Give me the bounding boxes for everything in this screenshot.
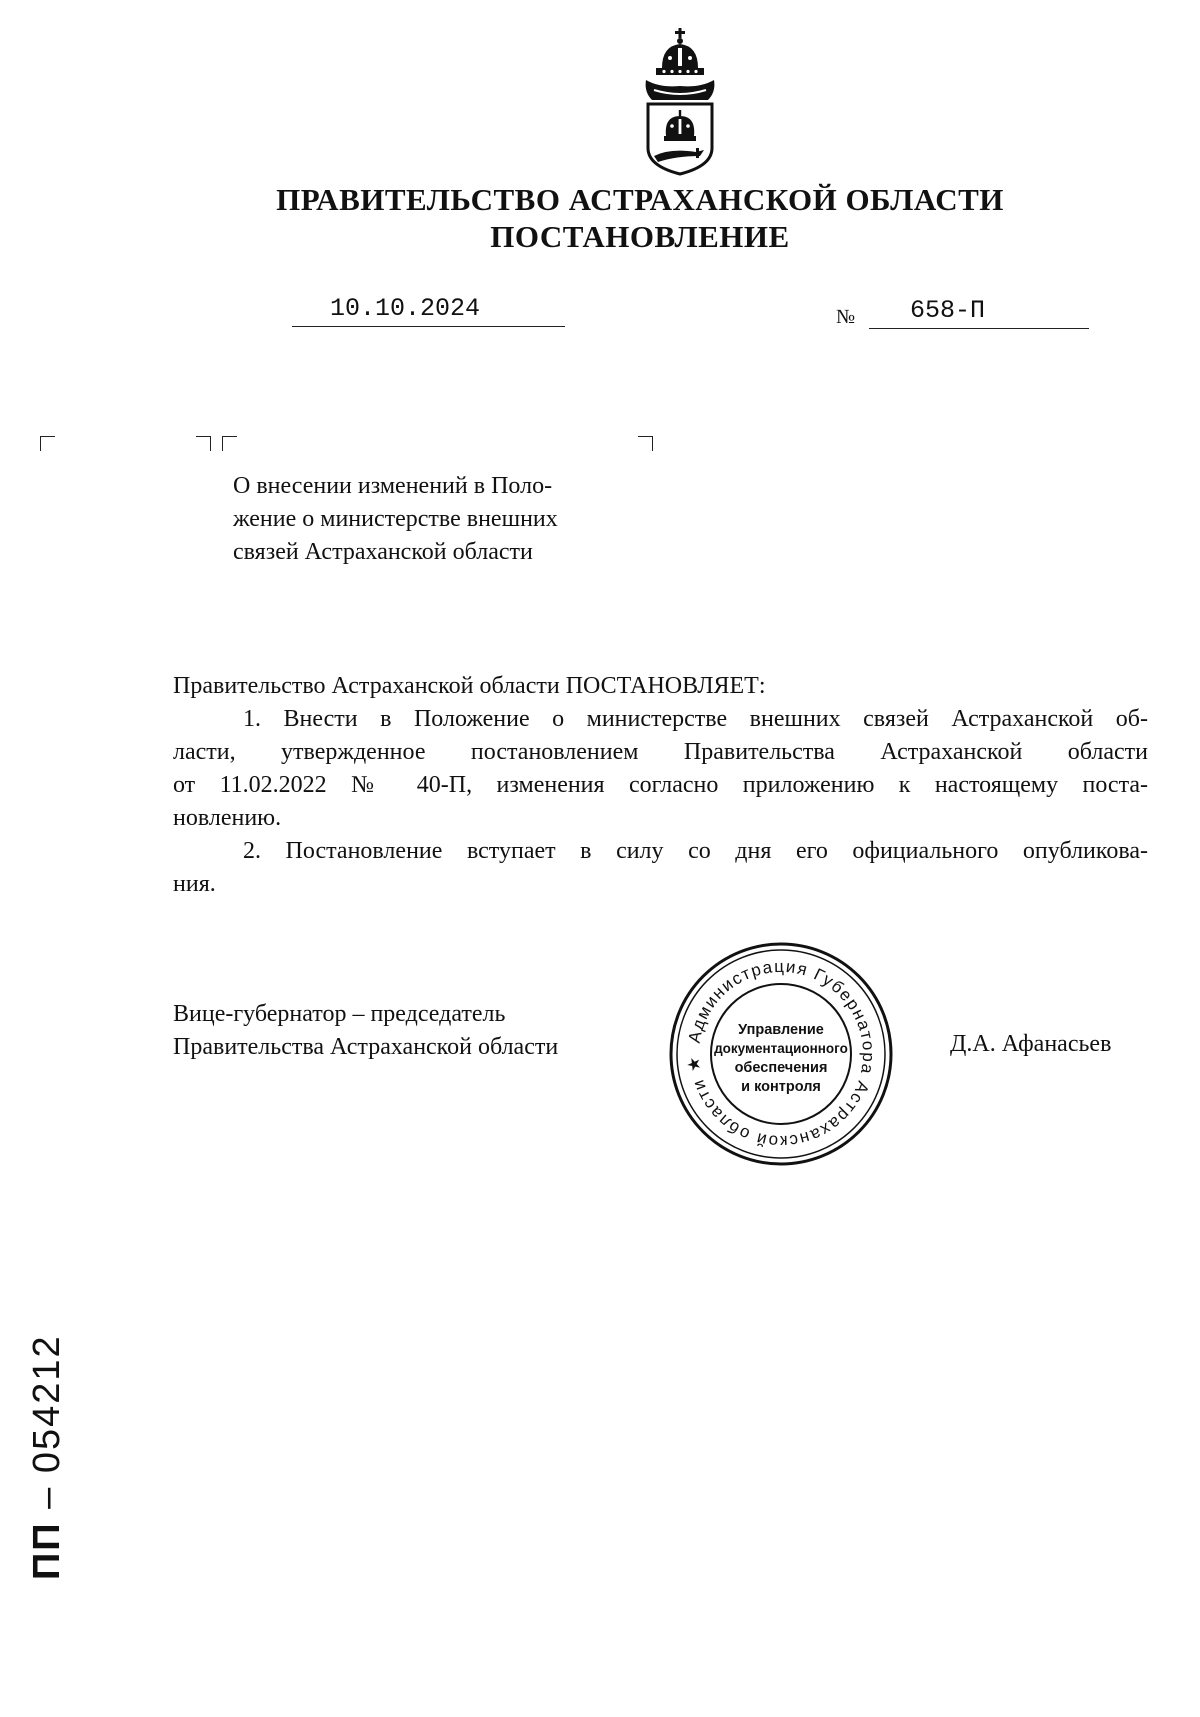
subject-line: О внесении изменений в Поло- (233, 473, 553, 499)
body-line: новлению. (173, 805, 282, 831)
subject-line: жение о министерстве внешних (233, 506, 558, 532)
number-sign: № (836, 306, 856, 328)
svg-text:документационного: документационного (714, 1041, 848, 1056)
date-underline (292, 326, 565, 327)
signer-position-line: Правительства Астраханской области (173, 1034, 559, 1060)
body-line: 1. Внести в Положение о министерстве внешних связей Астраханской об- (243, 706, 1148, 732)
svg-text:и контроля: и контроля (741, 1079, 821, 1095)
side-code-prefix: ПП (26, 1521, 68, 1580)
subject-corner-mark (196, 436, 211, 451)
side-code-number: 054212 (26, 1334, 68, 1474)
document-date: 10.10.2024 (330, 294, 481, 323)
side-code-dash: – (26, 1485, 68, 1509)
signer-position-line: Вице-губернатор – председатель (173, 1001, 506, 1027)
body-intro: Правительство Астраханской области ПОСТАНОВЛЯЕТ: (173, 673, 766, 699)
coat-of-arms-icon (640, 28, 720, 176)
body-line: от 11.02.2022 № 40-П, изменения согласно приложению к настоящему поста- (173, 772, 1148, 798)
subject-corner-mark (638, 436, 653, 451)
subject-corner-mark (40, 436, 55, 451)
svg-text:Управление: Управление (738, 1022, 824, 1038)
body-item-1 (173, 703, 1148, 835)
document-number: 658-П (910, 296, 986, 325)
svg-text:обеспечения: обеспечения (734, 1060, 828, 1076)
signer-name: Д.А. Афанасьев (950, 1031, 1112, 1057)
body-line: 2. Постановление вступает в силу со дня его официального опубликова- (243, 838, 1148, 864)
svg-text:Администрация Губернатора Астр: Администрация Губернатора Астраханской области ★ (683, 956, 879, 1152)
signer-position (173, 998, 558, 1064)
body-item-2 (173, 835, 1148, 901)
document-subject (233, 470, 558, 569)
official-stamp (668, 941, 894, 1167)
document-type-title: ПОСТАНОВЛЕНИЕ (490, 219, 790, 254)
side-registration-code (26, 1334, 70, 1590)
document-body (173, 670, 1148, 901)
body-line: ния. (173, 871, 216, 897)
subject-corner-mark (222, 436, 237, 451)
number-underline (869, 328, 1089, 329)
subject-line: связей Астраханской области (233, 539, 533, 565)
government-title: ПРАВИТЕЛЬСТВО АСТРАХАНСКОЙ ОБЛАСТИ (276, 182, 1004, 217)
body-line: ласти, утвержденное постановлением Правительства Астраханской области (173, 739, 1148, 765)
